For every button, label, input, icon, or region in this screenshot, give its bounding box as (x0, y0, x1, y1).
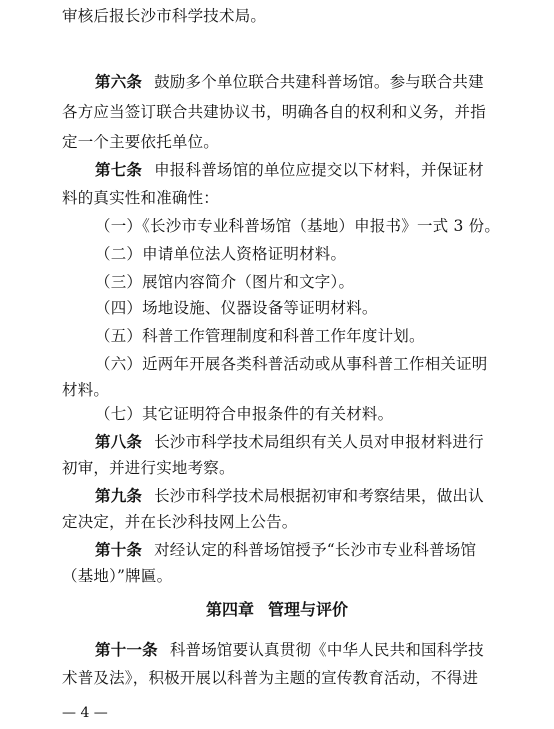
list-item: （四）场地设施、仪器设备等证明材料。 (95, 299, 378, 317)
article-10-line: 第十条 对经认定的科普场馆授予“长沙市专业科普场馆 (95, 541, 477, 559)
text-line: 术普及法》，积极开展以科普为主题的宣传教育活动，不得进 (62, 669, 479, 687)
text-line: 定决定，并在长沙科技网上公告。 (62, 513, 298, 531)
list-item: （三）展馆内容简介（图片和文字）。 (95, 273, 355, 291)
list-item: （七）其它证明符合申报条件的有关材料。 (95, 405, 394, 423)
article-11-line: 第十一条 科普场馆要认真贯彻《中华人民共和国科学技 (95, 641, 484, 659)
article-number: 第七条 (95, 161, 143, 179)
article-7-line: 第七条 申报科普场馆的单位应提交以下材料，并保证材 (95, 161, 484, 179)
list-item: （一）《长沙市专业科普场馆（基地）申报书》一式 3 份。 (95, 217, 501, 235)
article-8-line: 第八条 长沙市科学技术局组织有关人员对申报材料进行 (95, 433, 484, 451)
text-line: 初审，并进行实地考察。 (62, 459, 235, 477)
chapter-title: 管理与评价 (268, 600, 349, 619)
list-item: （六）近两年开展各类科普活动或从事科普工作相关证明 (95, 355, 488, 373)
article-number: 第九条 (95, 487, 143, 505)
article-number: 第十条 (95, 541, 143, 559)
text-line: 材料。 (62, 381, 110, 399)
article-9-line: 第九条 长沙市科学技术局根据初审和考察结果，做出认 (95, 487, 484, 505)
article-number: 第八条 (95, 433, 143, 451)
article-6-line: 第六条 鼓励多个单位联合共建科普场馆。参与联合共建 (95, 73, 484, 91)
list-item: （二）申请单位法人资格证明材料。 (95, 245, 347, 263)
text-line: 各方应当签订联合共建协议书，明确各自的权利和义务，并指 (62, 103, 486, 121)
text-line: 审核后报长沙市科学技术局。 (62, 7, 267, 25)
chapter-number: 第四章 (205, 600, 254, 619)
text-line: 料的真实性和准确性： (62, 189, 220, 207)
article-number: 第十一条 (95, 641, 158, 659)
text-line: 定一个主要依托单位。 (62, 133, 220, 151)
page-number: — 4 — (62, 705, 108, 721)
text-line: （基地）”牌匾。 (62, 567, 173, 585)
list-item: （五）科普工作管理制度和科普工作年度计划。 (95, 327, 425, 345)
article-number: 第六条 (95, 73, 143, 91)
chapter-heading (0, 600, 554, 620)
